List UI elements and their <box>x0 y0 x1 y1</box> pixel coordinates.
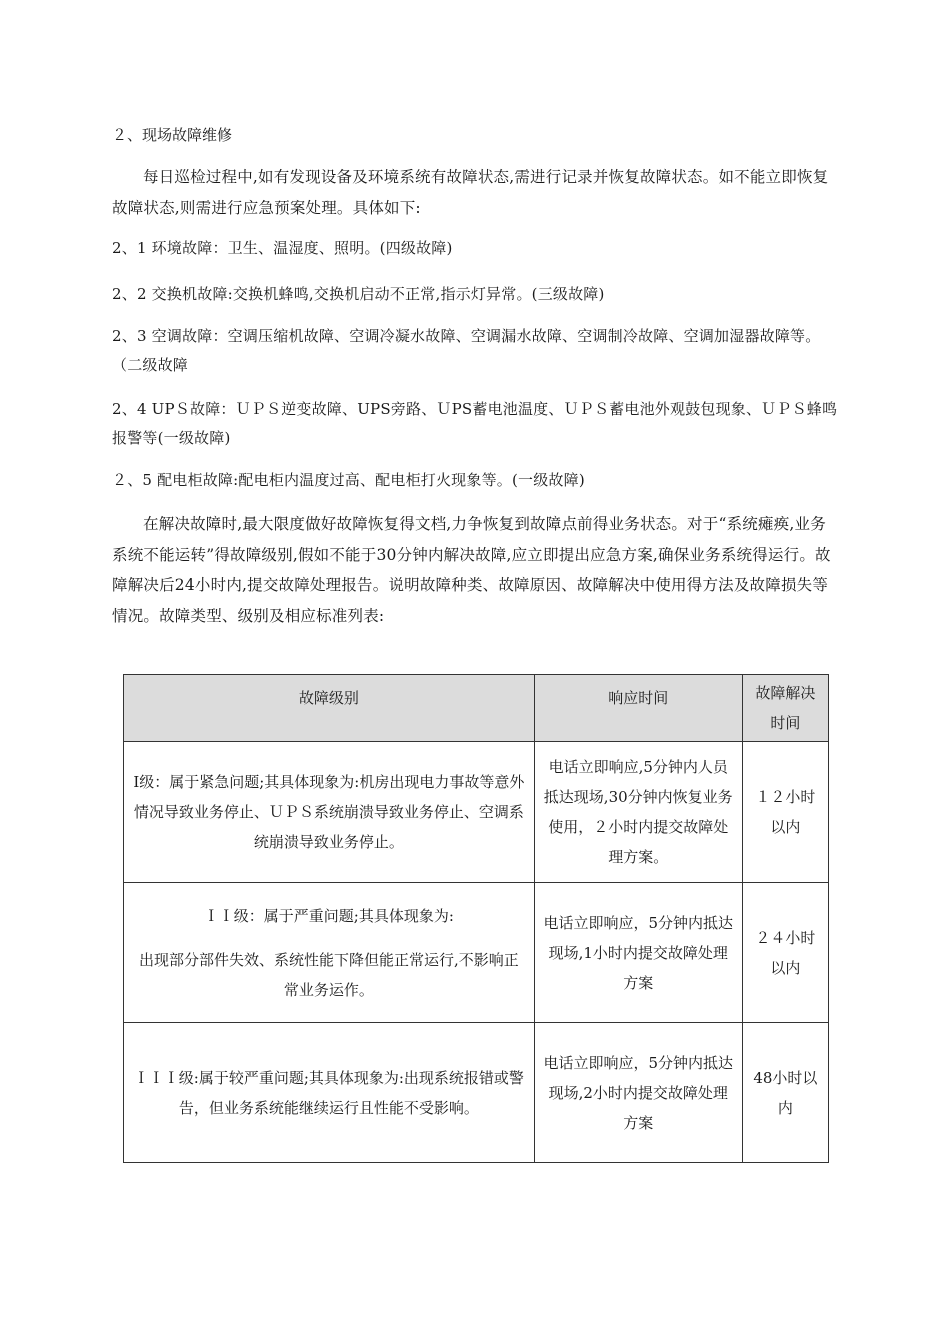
resolve-cell: １２小时以内 <box>742 742 828 883</box>
header-level: 故障级别 <box>124 675 535 742</box>
fault-level-table <box>123 674 829 1163</box>
table-header-row <box>124 675 829 742</box>
response-cell: 电话立即响应，5分钟内抵达现场,1小时内提交故障处理方案 <box>534 883 742 1023</box>
level-cell: ＩＩＩ级:属于较严重问题;其具体现象为:出现系统报错或警告，但业务系统能继续运行且性能不受影响。 <box>124 1023 535 1163</box>
fault-item-1: 2、1 环境故障：卫生、温湿度、照明。(四级故障) <box>112 239 453 257</box>
table-row <box>124 742 829 883</box>
section-heading: ２、现场故障维修 <box>112 126 233 144</box>
resolve-cell: 48小时以内 <box>742 1023 828 1163</box>
fault-item-5: ２、5 配电柜故障:配电柜内温度过高、配电柜打火现象等。(一级故障) <box>112 471 585 489</box>
header-resolve: 故障解决时间 <box>742 675 828 742</box>
level-title: ＩＩ级：属于严重问题;其具体现象为: <box>203 906 454 925</box>
level-cell <box>124 883 535 1023</box>
response-cell: 电话立即响应,5分钟内人员抵达现场,30分钟内恢复业务使用，２小时内提交故障处理方案。 <box>534 742 742 883</box>
resolve-cell: ２４小时以内 <box>742 883 828 1023</box>
table-row <box>124 883 829 1023</box>
summary-paragraph: 在解决故障时,最大限度做好故障恢复得文档,力争恢复到故障点前得业务状态。对于“系统瘫痪,业务系统不能运转”得故障级别,假如不能于30分钟内解决故障,应立即提出应急方案,确保业务系统得运行。故障解决后24小时内,提交故障处理报告。说明故障种类、故障原因、故障解决中使用得方法及故障损失等情况。故障类型、级别及相应标准列表: <box>112 515 831 625</box>
header-response: 响应时间 <box>534 675 742 742</box>
intro-paragraph: 每日巡检过程中,如有发现设备及环境系统有故障状态,需进行记录并恢复故障状态。如不能立即恢复故障状态,则需进行应急预案处理。具体如下: <box>112 168 829 217</box>
level-detail: 出现部分部件失效、系统性能下降但能正常运行,不影响正常业务运作。 <box>138 950 519 999</box>
fault-item-4: 2、4 UPＳ故障：ＵＰＳ逆变故障、UPS旁路、ＵPS蓄电池温度、ＵＰＳ蓄电池外观鼓包现象、ＵＰＳ蜂鸣报警等(一级故障) <box>112 400 838 447</box>
table-row <box>124 1023 829 1163</box>
fault-item-2: 2、2 交换机故障:交换机蜂鸣,交换机启动不正常,指示灯异常。(三级故障) <box>112 285 605 303</box>
fault-item-3: 2、3 空调故障：空调压缩机故障、空调冷凝水故障、空调漏水故障、空调制冷故障、空调加湿器故障等。（二级故障 <box>112 327 821 374</box>
response-cell: 电话立即响应，5分钟内抵达现场,2小时内提交故障处理方案 <box>534 1023 742 1163</box>
level-cell: I级：属于紧急问题;其具体现象为:机房出现电力事故等意外情况导致业务停止、ＵＰＳ系统崩溃导致业务停止、空调系统崩溃导致业务停止。 <box>124 742 535 883</box>
